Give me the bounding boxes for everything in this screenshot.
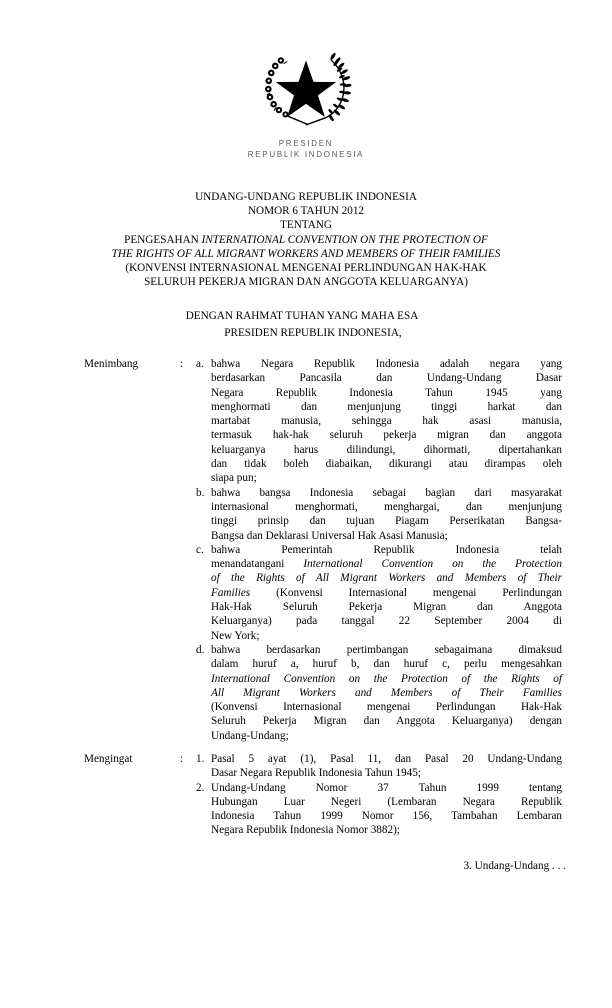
list-item (196, 486, 562, 543)
item-line: Hak-Hak Seluruh Pekerja Migran dan Anggota (211, 601, 562, 614)
item-line: (Konvensi Internasional mengenai Perlindungan Hak-Hak (211, 701, 562, 714)
clause-body-menimbang (196, 357, 562, 743)
item-marker: 2. (196, 781, 205, 794)
invocation-blessing: DENGAN RAHMAT TUHAN YANG MAHA ESA (185, 310, 419, 322)
clause-mengingat (84, 752, 562, 838)
letterhead-text (0, 139, 612, 160)
item-line: Seluruh Pekerja Migran dan Anggota Keluarganya) dengan (211, 715, 562, 728)
title-line-subject-1 (56, 233, 556, 247)
letterhead-line-presiden: PRESIDEN (278, 139, 334, 148)
item-line-plain: (Konvensi Internasional mengenai Perlindungan (250, 586, 562, 599)
item-line (211, 586, 562, 600)
title-convention-name-part1: INTERNATIONAL CONVENTION ON THE PROTECTION OF (201, 233, 488, 246)
invocation-block (56, 308, 556, 342)
item-line: martabat manusia, sehingga hak asasi manusia, (211, 415, 562, 428)
invocation-president: PRESIDEN REPUBLIK INDONESIA, (224, 327, 402, 339)
item-line: Undang-Undang Nomor 37 Tahun 1999 tentang (211, 781, 562, 794)
clause-label-menimbang: Menimbang (84, 358, 139, 370)
item-text (211, 781, 562, 838)
item-line: bahwa bangsa Indonesia sebagai bagian dari masyarakat (211, 486, 562, 499)
item-line-italic: International Convention on the Protection (303, 558, 562, 571)
item-line: Keluarganya) pada tanggal 22 September 2004 di (211, 615, 562, 628)
item-marker: c. (196, 543, 204, 556)
list-item (196, 781, 562, 838)
footer-catchword: 3. Undang-Undang . . . (463, 860, 566, 872)
item-line-last: Dasar Negara Republik Indonesia Tahun 1945; (211, 767, 421, 780)
title-line-translation-2: SELURUH PEKERJA MIGRAN DAN ANGGOTA KELUARGANYA) (144, 276, 468, 289)
item-text (211, 357, 562, 486)
title-convention-name-part2: THE RIGHTS OF ALL MIGRANT WORKERS AND MEMBERS OF THEIR FAMILIES (111, 247, 501, 260)
clause-colon-menimbang: : (180, 358, 184, 370)
item-line: dalam huruf a, huruf b, dan huruf c, perlu mengesahkan (211, 658, 562, 671)
item-line: All Migrant Workers and Members of Their Families (211, 686, 562, 699)
item-line: berdasarkan Pancasila dan Undang-Undang Dasar (211, 372, 562, 385)
item-line: keluarganya harus dilindungi, dihormati, dipertahankan (211, 443, 562, 456)
document-title-block (56, 190, 556, 289)
item-line: International Convention on the Protection of the Rights of (211, 672, 562, 685)
item-line-last: Bangsa dan Deklarasi Universal Hak Asasi Manusia; (211, 529, 448, 542)
item-line: Pasal 5 ayat (1), Pasal 11, dan Pasal 20 Undang-Undang (211, 753, 562, 765)
clause-label-mengingat: Mengingat (84, 753, 133, 765)
item-line: bahwa Negara Republik Indonesia adalah negara yang (211, 358, 562, 370)
item-text (211, 752, 562, 781)
item-line-last: Undang-Undang; (211, 729, 289, 742)
title-line-tentang: TENTANG (280, 219, 332, 232)
item-marker: 1. (196, 753, 205, 765)
list-item (196, 357, 562, 486)
title-line-law-type: UNDANG-UNDANG REPUBLIK INDONESIA (195, 191, 417, 203)
item-line: dan tidak boleh diabaikan, dikurangi atau dirampas oleh (211, 458, 562, 471)
letterhead-line-republik-indonesia: REPUBLIK INDONESIA (247, 149, 365, 159)
item-line-plain: menandatangani (211, 558, 304, 571)
item-line: bahwa Pemerintah Republik Indonesia telah (211, 543, 562, 556)
title-line-number-year: NOMOR 6 TAHUN 2012 (247, 205, 365, 218)
item-line: bahwa berdasarkan pertimbangan sebagaimana dimaksud (211, 643, 562, 656)
item-marker: d. (196, 643, 205, 656)
item-text (211, 543, 562, 643)
letterhead (0, 44, 612, 160)
item-line: termasuk hak-hak seluruh pekerja migran dan anggota (211, 429, 562, 442)
item-text (211, 643, 562, 743)
item-line: Indonesia Tahun 1999 Nomor 156, Tambahan Lembaran (211, 810, 562, 823)
clause-colon-mengingat: : (180, 753, 184, 765)
item-line: Hubungan Luar Negeri (Lembaran Negara Republik (211, 795, 562, 808)
title-pengesahan: PENGESAHAN (124, 233, 202, 246)
item-line: of the Rights of All Migrant Workers and Members of Their (211, 572, 562, 585)
item-line-last: Negara Republik Indonesia Nomor 3882); (211, 824, 400, 837)
presidential-seal-icon (260, 44, 352, 130)
list-item (196, 643, 562, 743)
list-item (196, 752, 562, 781)
item-marker: a. (196, 358, 204, 370)
clause-body-mengingat (196, 752, 562, 838)
item-line-last: New York; (211, 629, 260, 642)
item-line: menghormati dan menjunjung tinggi harkat dan (211, 400, 562, 413)
item-line (211, 557, 562, 571)
item-marker: b. (196, 486, 205, 499)
item-line: Negara Republik Indonesia Tahun 1945 yang (211, 386, 562, 399)
clause-menimbang (84, 357, 562, 743)
title-line-translation-1: (KONVENSI INTERNASIONAL MENGENAI PERLINDUNGAN HAK-HAK (125, 262, 487, 275)
item-line: tinggi prinsip dan tujuan Piagam Perserikatan Bangsa- (211, 515, 562, 528)
item-line: internasional menghormati, menghargai, dan menjunjung (211, 500, 562, 513)
list-item (196, 543, 562, 643)
item-line-italic: Families (211, 586, 251, 599)
item-text (211, 486, 562, 543)
item-line-last: siapa pun; (211, 472, 257, 485)
